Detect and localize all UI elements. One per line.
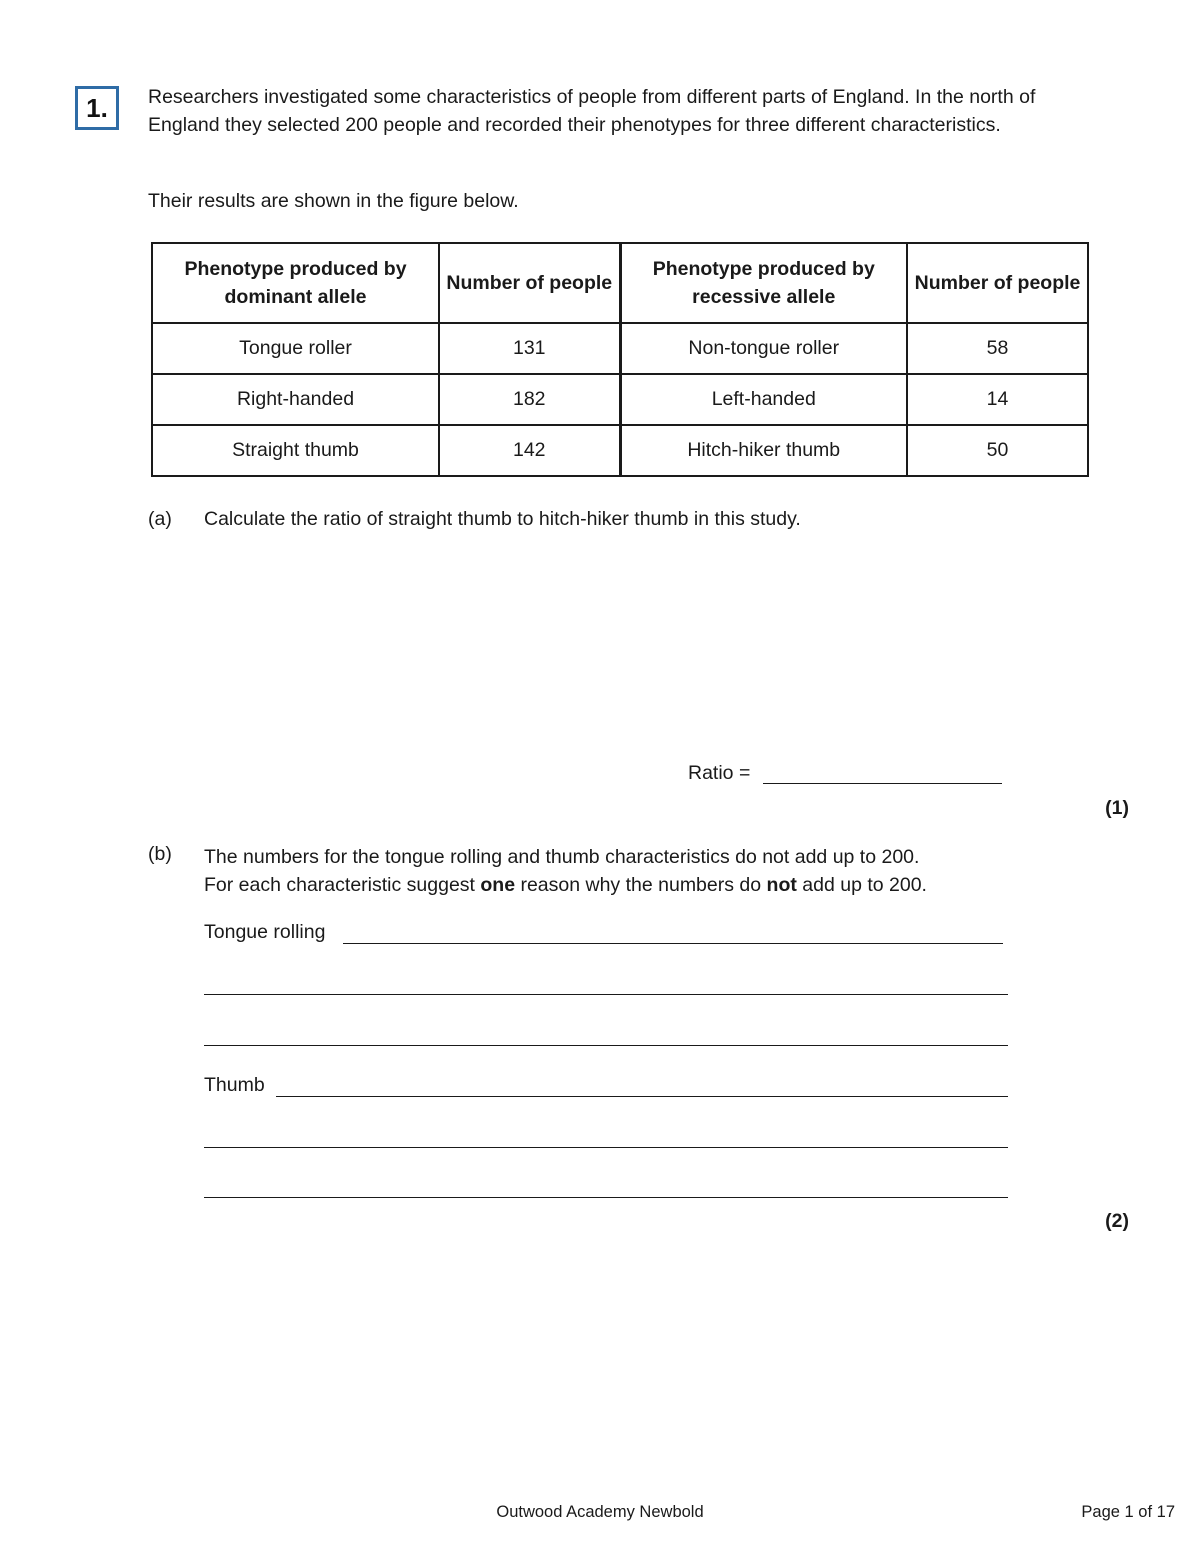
part-b-marks: (2) (1105, 1210, 1129, 1232)
part-b-emphasis-one: one (480, 874, 516, 896)
recessive-phenotype-cell: Hitch-hiker thumb (620, 425, 907, 476)
ratio-label: Ratio = (688, 762, 751, 784)
table-row (152, 425, 1088, 476)
table-row (152, 374, 1088, 425)
part-b-line-2 (204, 871, 1084, 899)
tongue-rolling-label: Tongue rolling (204, 921, 326, 943)
header-dominant-phenotype: Phenotype produced by dominant allele (152, 243, 439, 323)
part-b-question (204, 843, 1084, 899)
tongue-answer-line-2[interactable] (204, 994, 1008, 995)
part-b-line-2-mid: reason why the numbers do (515, 874, 767, 896)
table-row (152, 323, 1088, 374)
thumb-label: Thumb (204, 1074, 265, 1096)
part-b-label: (b) (148, 843, 172, 865)
header-recessive-count: Number of people (907, 243, 1088, 323)
recessive-phenotype-cell: Non-tongue roller (620, 323, 907, 374)
question-number: 1. (86, 92, 108, 123)
results-intro: Their results are shown in the figure below. (148, 190, 519, 212)
table-header-row (152, 243, 1088, 323)
part-b-emphasis-not: not (766, 874, 797, 896)
part-b-line-2-pre: For each characteristic suggest (204, 874, 481, 896)
part-a-question: Calculate the ratio of straight thumb to hitch-hiker thumb in this study. (204, 508, 801, 530)
dominant-phenotype-cell: Tongue roller (152, 323, 439, 374)
thumb-answer-line-1[interactable] (276, 1096, 1008, 1097)
header-dominant-count: Number of people (439, 243, 620, 323)
question-number-box (75, 86, 119, 130)
recessive-count-cell: 50 (907, 425, 1088, 476)
intro-text: Researchers investigated some characteristics of people from different parts of England. In the north of England they selected 200 people and recorded their phenotypes for three different characteristics. (148, 86, 1036, 136)
dominant-count-cell: 182 (439, 374, 620, 425)
ratio-answer-line[interactable] (763, 783, 1002, 784)
footer-page-number: Page 1 of 17 (1081, 1503, 1175, 1521)
part-b-line-2-post: add up to 200. (796, 874, 927, 896)
dominant-count-cell: 131 (439, 323, 620, 374)
thumb-answer-line-2[interactable] (204, 1147, 1008, 1148)
tongue-answer-line-1[interactable] (343, 943, 1003, 944)
header-recessive-phenotype: Phenotype produced by recessive allele (620, 243, 907, 323)
dominant-phenotype-cell: Right-handed (152, 374, 439, 425)
part-b-line-1: The numbers for the tongue rolling and thumb characteristics do not add up to 200. (204, 846, 920, 868)
question-intro (148, 84, 1068, 139)
recessive-count-cell: 14 (907, 374, 1088, 425)
thumb-answer-line-3[interactable] (204, 1197, 1008, 1198)
part-a-marks: (1) (1105, 797, 1129, 819)
part-a-label: (a) (148, 508, 172, 530)
tongue-answer-line-3[interactable] (204, 1045, 1008, 1046)
recessive-phenotype-cell: Left-handed (620, 374, 907, 425)
recessive-count-cell: 58 (907, 323, 1088, 374)
phenotype-table (151, 242, 1089, 477)
dominant-phenotype-cell: Straight thumb (152, 425, 439, 476)
dominant-count-cell: 142 (439, 425, 620, 476)
footer-school: Outwood Academy Newbold (496, 1503, 704, 1521)
